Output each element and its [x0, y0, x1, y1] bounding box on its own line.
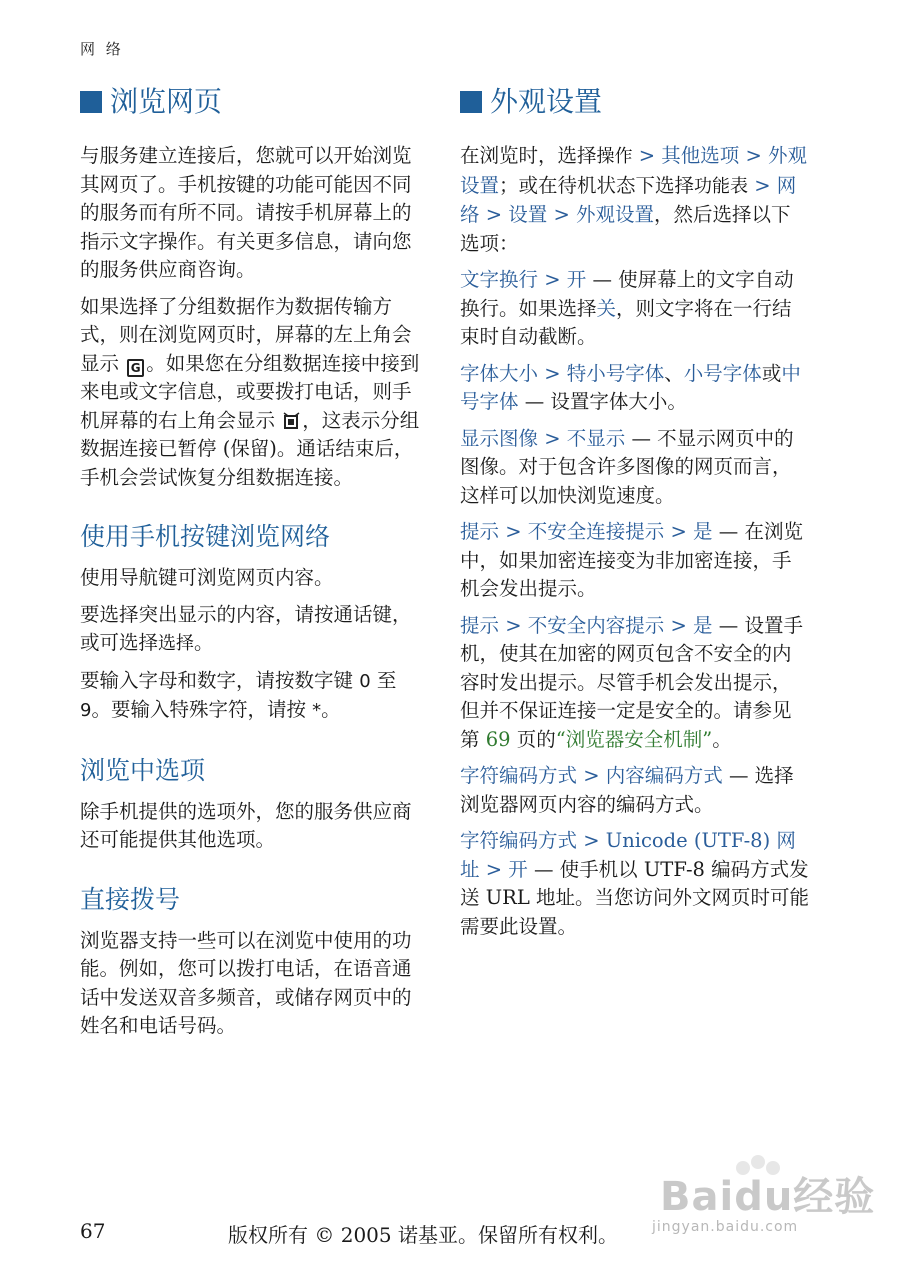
paragraph-intro: 在浏览时，选择操作 > 其他选项 > 外观设置；或在待机状态下选择功能表 > 网络 > 设置 > 外观设置，然后选择以下选项：	[460, 144, 808, 255]
option-insecure-content: 提示 > 不安全内容提示 > 是 — 设置手机，使其在加密的网页包含不安全的内容时发出提示。尽管手机会发出提示，但并不保证连接一定是安全的。请参见第 69 页的“浏览器安全机制”。	[460, 613, 803, 751]
option-insecure-connection: 提示 > 不安全连接提示 > 是 — 在浏览中，如果加密连接变为非加密连接，手机会发出提示。	[460, 520, 803, 600]
section-title-keys: 使用手机按键浏览网络	[80, 522, 331, 551]
section-title-appearance: 外观设置	[460, 82, 810, 122]
right-column	[460, 82, 810, 949]
copyright: 版权所有 © 2005 诺基亚。保留所有权利。	[228, 1223, 618, 1247]
packet-data-suspended-icon	[283, 412, 300, 430]
page-number: 67	[80, 1219, 106, 1243]
option-unicode-url: 字符编码方式 > Unicode (UTF-8) 网址 > 开 — 使手机以 UTF-8 编码方式发送 URL 地址。当您访问外文网页时可能需要此设置。	[460, 829, 809, 938]
paragraph: 与服务建立连接后，您就可以开始浏览其网页了。手机按键的功能可能因不同的服务而有所不同。请按手机屏幕上的指示文字操作。有关更多信息，请向您的服务供应商咨询。	[80, 144, 412, 281]
page-ref-link[interactable]: 69	[485, 727, 511, 751]
watermark-url: jingyan.baidu.com	[652, 1219, 799, 1235]
option-font-size: 字体大小 > 特小号字体、小号字体或中号字体 — 设置字体大小。	[460, 361, 801, 413]
paragraph: 要输入字母和数字，请按数字键 0 至 9。要输入特殊字符，请按 *。	[80, 668, 397, 721]
section-square-icon	[80, 91, 102, 113]
running-header: 网 络	[80, 40, 124, 58]
option-content-encoding: 字符编码方式 > 内容编码方式 — 选择浏览器网页内容的编码方式。	[460, 764, 794, 816]
paragraph: 除手机提供的选项外，您的服务供应商还可能提供其他选项。	[80, 799, 412, 851]
option-text-wrap: 文字换行 > 开 — 使屏幕上的文字自动换行。如果选择关，则文字将在一行结束时自动截断。	[460, 268, 794, 348]
section-square-icon	[460, 91, 482, 113]
section-title-browse: 浏览网页	[80, 82, 420, 122]
paragraph: 要选择突出显示的内容，请按通话键，或可选择选择。	[80, 602, 412, 654]
paragraph: 浏览器支持一些可以在浏览中使用的功能。例如，您可以拨打电话，在语音通话中发送双音多频音，或储存网页中的姓名和电话号码。	[80, 928, 412, 1037]
watermark-brand: Baidu经验	[660, 1174, 876, 1220]
section-title-direct-dial: 直接拨号	[80, 884, 181, 914]
paragraph: 使用导航键可浏览网页内容。	[80, 566, 334, 589]
section-title-options: 浏览中选项	[80, 755, 206, 785]
left-column	[80, 82, 420, 1049]
option-show-images: 显示图像 > 不显示 — 不显示网页中的图像。对于包含许多图像的网页而言，这样可以加快浏览速度。	[460, 426, 794, 507]
security-section-link[interactable]: “浏览器安全机制”	[555, 727, 713, 751]
packet-data-icon: G	[127, 359, 144, 377]
paragraph: 如果选择了分组数据作为数据传输方式，则在浏览网页时，屏幕的左上角会显示 G 。如果您在分组数据连接中接到来电或文字信息，或要拨打电话，则手机屏幕的右上角会显示 ，这表示分组数据连接已暂停 (保留)。通话结束后，手机会尝试恢复分组数据连接。	[80, 294, 420, 489]
